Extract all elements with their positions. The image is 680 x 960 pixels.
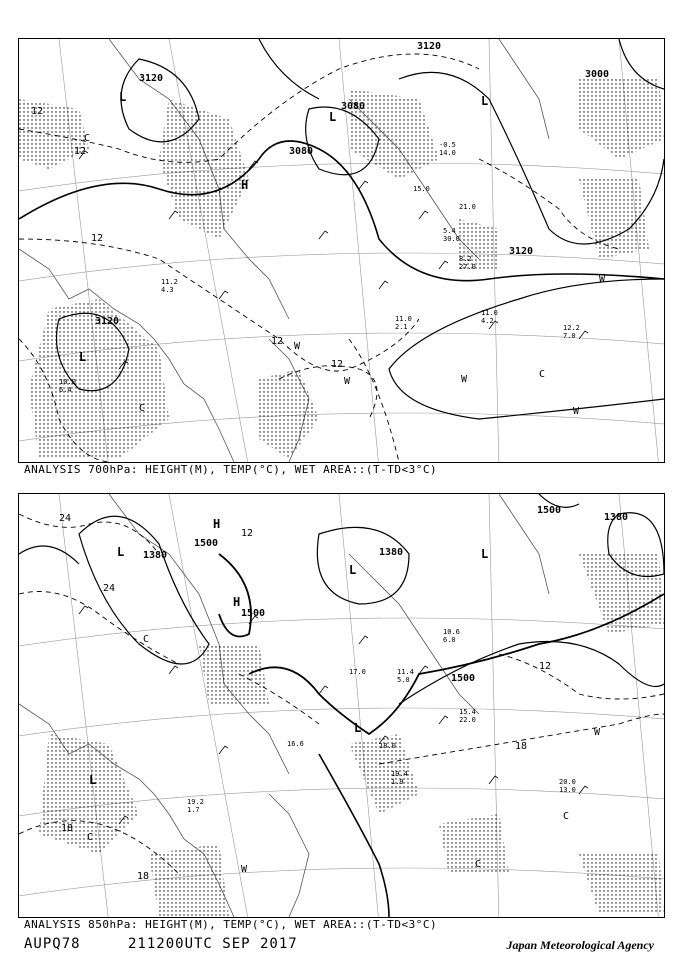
station-temp: -0.5 <box>439 141 456 149</box>
contour-label: 3120 <box>139 73 164 84</box>
contour-label: 1500 <box>451 673 476 684</box>
cold-label: C <box>87 832 94 843</box>
contour-label: 1380 <box>143 550 168 561</box>
station-dewpoint: 22.0 <box>459 716 476 724</box>
height-contours <box>19 494 664 917</box>
station-temp: 21.0 <box>459 203 476 211</box>
isotherm-label: 24 <box>59 513 72 524</box>
warm-label: W <box>573 406 580 417</box>
isotherm-label: 18 <box>515 741 528 752</box>
caption-700hpa: ANALYSIS 700hPa: HEIGHT(M), TEMP(°C), WET AREA::(T-TD<3°C) <box>24 463 438 476</box>
station-temp: 11.0 <box>395 315 412 323</box>
station-temp: 12.2 <box>563 324 580 332</box>
isotherm-label: 12 <box>241 528 254 539</box>
station-temp: 11.4 <box>397 668 414 676</box>
station-temp: 11.2 <box>161 278 178 286</box>
warm-label: W <box>599 274 606 285</box>
isotherm-label: 12 <box>271 336 284 347</box>
high-center: H <box>233 595 241 609</box>
station-dewpoint: 1.7 <box>187 806 200 814</box>
station-dewpoint: 2.1 <box>395 323 408 331</box>
station-temp: 19.4 <box>391 770 408 778</box>
warm-label: W <box>344 376 351 387</box>
isotherm-label: 12 <box>331 359 344 370</box>
map-850hpa <box>18 493 665 918</box>
high-center: H <box>241 178 249 192</box>
contour-label: 3120 <box>95 316 120 327</box>
cold-label: C <box>539 369 546 380</box>
contour-label: 3120 <box>417 41 442 52</box>
station-temp: 16.6 <box>287 740 304 748</box>
low-center: L <box>329 110 337 124</box>
chart-code: AUPQ78 <box>24 936 81 952</box>
cold-label: C <box>84 133 91 144</box>
low-center: L <box>89 773 97 787</box>
low-center: L <box>481 547 489 561</box>
station-dewpoint: 1.9 <box>391 778 404 786</box>
station-temp: 18.0 <box>379 742 396 750</box>
warm-label: W <box>241 864 248 875</box>
low-center: L <box>117 545 125 559</box>
contour-label: 1380 <box>379 547 404 558</box>
contour-label: 3000 <box>585 69 610 80</box>
isotherm-label: 12 <box>539 661 552 672</box>
contour-label: 3080 <box>341 101 366 112</box>
isotherm-label: 12 <box>91 233 104 244</box>
low-center: L <box>349 563 357 577</box>
station-temp: 15.4 <box>459 708 476 716</box>
station-temp: 20.0 <box>559 778 576 786</box>
cold-label: C <box>563 811 570 822</box>
agency-name: Japan Meteorological Agency <box>506 938 654 952</box>
contour-label: 1500 <box>194 538 219 549</box>
isotherm-label: 24 <box>103 583 116 594</box>
contour-label: 1500 <box>537 505 562 516</box>
contour-label: 3120 <box>509 246 534 257</box>
station-plots <box>79 151 588 369</box>
isotherm-label: 12 <box>74 146 87 157</box>
station-dewpoint: 6.0 <box>443 636 456 644</box>
contour-label: 1380 <box>604 512 629 523</box>
cold-label: C <box>143 634 150 645</box>
warm-label: W <box>294 341 301 352</box>
air-mass-labels <box>87 634 601 875</box>
station-dewpoint: 14.0 <box>439 149 456 157</box>
station-dewpoint: 7.0 <box>563 332 576 340</box>
station-temp: 5.4 <box>443 227 456 235</box>
station-temp: 8.2 <box>459 255 472 263</box>
station-dewpoint: 4.3 <box>161 286 174 294</box>
isotherm-label: 12 <box>31 106 44 117</box>
low-center: L <box>119 90 127 104</box>
station-temp: 10.0 <box>59 378 76 386</box>
contour-label: 1500 <box>241 608 266 619</box>
station-temp: 10.6 <box>443 628 460 636</box>
high-center: H <box>213 517 221 531</box>
station-dewpoint: 6.4 <box>59 386 72 394</box>
wet-areas <box>19 79 664 459</box>
low-center: L <box>79 350 87 364</box>
graticule <box>19 494 664 917</box>
station-plots <box>79 606 588 824</box>
low-center: L <box>481 94 489 108</box>
map-850hpa-canvas <box>19 494 664 917</box>
caption-850hpa: ANALYSIS 850hPa: HEIGHT(M), TEMP(°C), WET AREA::(T-TD<3°C) <box>24 918 438 931</box>
warm-label: W <box>461 374 468 385</box>
isotherm-label: 18 <box>137 871 150 882</box>
cold-label: C <box>475 859 482 870</box>
station-temp: 17.0 <box>349 668 366 676</box>
station-dewpoint: 5.0 <box>397 676 410 684</box>
low-center: L <box>354 721 362 735</box>
station-temp: 19.2 <box>187 798 204 806</box>
map-700hpa-canvas <box>19 39 664 462</box>
station-dewpoint: 4.2 <box>481 317 494 325</box>
station-temp: 15.0 <box>413 185 430 193</box>
isotherm-label: 18 <box>61 823 74 834</box>
wet-areas <box>39 554 664 917</box>
station-dewpoint: 30.0 <box>443 235 460 243</box>
station-dewpoint: 27.0 <box>459 263 476 271</box>
station-temp: 11.0 <box>481 309 498 317</box>
warm-label: W <box>594 727 601 738</box>
cold-label: C <box>139 403 146 414</box>
valid-time: 211200UTC SEP 2017 <box>128 936 298 952</box>
map-700hpa <box>18 38 665 463</box>
station-dewpoint: 13.0 <box>559 786 576 794</box>
contour-label: 3080 <box>289 146 314 157</box>
